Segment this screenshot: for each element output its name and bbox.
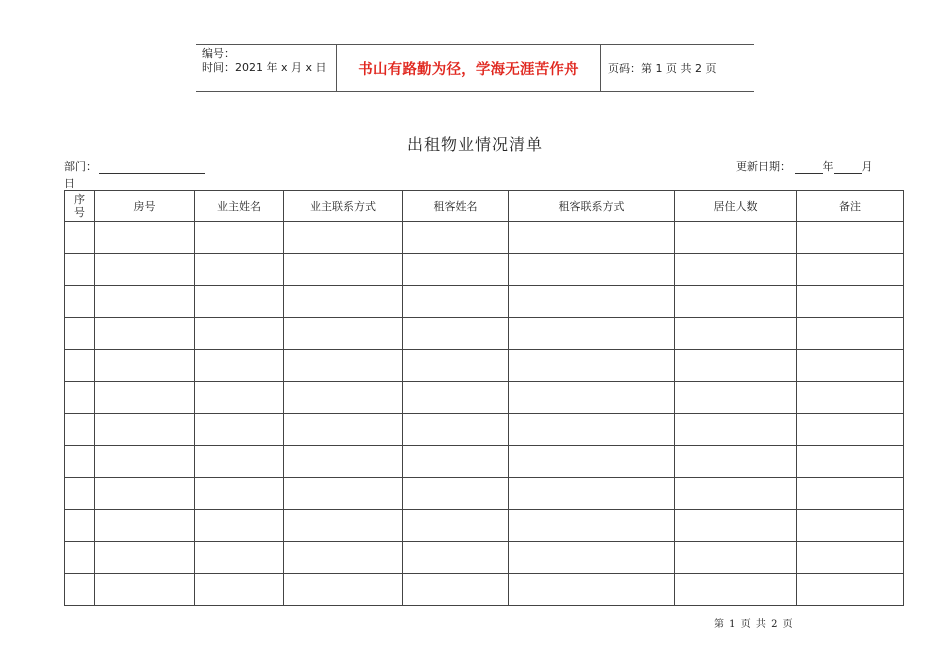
col-header-tenant-name: 租客姓名 — [403, 191, 509, 222]
table-cell[interactable] — [403, 350, 509, 382]
table-cell[interactable] — [797, 510, 904, 542]
table-cell[interactable] — [195, 254, 284, 286]
year-char: 年 — [822, 160, 834, 173]
table-cell[interactable] — [284, 414, 403, 446]
table-cell[interactable] — [509, 254, 675, 286]
table-cell[interactable] — [509, 510, 675, 542]
table-header-row — [65, 191, 904, 222]
table-cell[interactable] — [509, 350, 675, 382]
table-cell[interactable] — [195, 414, 284, 446]
table-cell[interactable] — [195, 318, 284, 350]
table-cell[interactable] — [65, 542, 95, 574]
table-cell[interactable] — [797, 478, 904, 510]
table-cell[interactable] — [195, 478, 284, 510]
table-body — [65, 222, 904, 606]
page-footer: 第 1 页 共 2 页 — [714, 619, 793, 630]
table-cell[interactable] — [95, 318, 195, 350]
table-cell[interactable] — [95, 414, 195, 446]
table-cell[interactable] — [95, 574, 195, 606]
table-row — [65, 446, 904, 478]
table-row — [65, 318, 904, 350]
table-cell[interactable] — [509, 478, 675, 510]
table-cell[interactable] — [195, 510, 284, 542]
table-cell[interactable] — [95, 446, 195, 478]
table-row — [65, 286, 904, 318]
month-blank[interactable] — [834, 162, 862, 174]
table-cell[interactable] — [284, 382, 403, 414]
header-meta — [196, 45, 337, 91]
page-header — [196, 44, 754, 92]
table-cell[interactable] — [284, 446, 403, 478]
table-cell[interactable] — [284, 222, 403, 254]
update-date-label: 更新日期： — [736, 160, 791, 173]
table-cell[interactable] — [195, 222, 284, 254]
table-cell[interactable] — [675, 574, 797, 606]
table-cell[interactable] — [509, 286, 675, 318]
table-cell[interactable] — [675, 254, 797, 286]
table-cell[interactable] — [403, 254, 509, 286]
table-cell[interactable] — [403, 286, 509, 318]
col-header-seq-label: 序号 — [74, 193, 85, 219]
table-cell[interactable] — [675, 350, 797, 382]
table-cell[interactable] — [195, 574, 284, 606]
table-cell[interactable] — [797, 414, 904, 446]
table-cell[interactable] — [195, 382, 284, 414]
table-cell[interactable] — [403, 414, 509, 446]
table-row — [65, 382, 904, 414]
day-char: 日 — [64, 177, 75, 190]
table-cell[interactable] — [403, 382, 509, 414]
table-cell[interactable] — [95, 510, 195, 542]
table-cell[interactable] — [509, 382, 675, 414]
table-cell[interactable] — [509, 318, 675, 350]
header-motto: 书山有路勤为径，学海无涯苦作舟 — [337, 45, 601, 91]
col-header-owner-name: 业主姓名 — [195, 191, 284, 222]
time-label: 时间：2021 年 x 月 x 日 — [202, 61, 327, 74]
table-cell[interactable] — [284, 510, 403, 542]
table-cell[interactable] — [797, 350, 904, 382]
table-cell[interactable] — [509, 574, 675, 606]
table-cell[interactable] — [675, 222, 797, 254]
table-cell[interactable] — [675, 414, 797, 446]
header-page-code: 页码：第 1 页 共 2 页 — [608, 62, 717, 75]
col-header-owner-contact: 业主联系方式 — [284, 191, 403, 222]
table-cell[interactable] — [284, 254, 403, 286]
table-cell[interactable] — [509, 446, 675, 478]
table-cell[interactable] — [195, 542, 284, 574]
table-cell[interactable] — [675, 446, 797, 478]
document-title: 出租物业情况清单 — [406, 135, 543, 154]
table-row — [65, 574, 904, 606]
table-cell[interactable] — [403, 478, 509, 510]
table-cell[interactable] — [195, 350, 284, 382]
table-cell[interactable] — [797, 222, 904, 254]
department-field — [64, 158, 205, 174]
col-header-remarks: 备注 — [797, 191, 904, 222]
table-cell[interactable] — [65, 574, 95, 606]
table-cell[interactable] — [675, 510, 797, 542]
table-row — [65, 510, 904, 542]
table-cell[interactable] — [65, 350, 95, 382]
table-cell[interactable] — [65, 382, 95, 414]
table-cell[interactable] — [95, 222, 195, 254]
table-cell[interactable] — [675, 318, 797, 350]
table-cell[interactable] — [675, 382, 797, 414]
table-cell[interactable] — [95, 286, 195, 318]
table-cell[interactable] — [403, 574, 509, 606]
table-cell[interactable] — [284, 350, 403, 382]
year-blank[interactable] — [795, 162, 823, 174]
table-row — [65, 478, 904, 510]
table-cell[interactable] — [95, 350, 195, 382]
table-cell[interactable] — [797, 318, 904, 350]
table-cell[interactable] — [675, 478, 797, 510]
month-char: 月 — [861, 160, 873, 173]
serial-label: 编号： — [202, 47, 235, 60]
table-cell[interactable] — [65, 254, 95, 286]
table-row — [65, 350, 904, 382]
table-cell[interactable] — [284, 286, 403, 318]
table-cell[interactable] — [509, 542, 675, 574]
table-cell[interactable] — [95, 478, 195, 510]
table-cell[interactable] — [403, 510, 509, 542]
table-cell[interactable] — [65, 222, 95, 254]
department-blank[interactable] — [99, 162, 205, 174]
property-table — [64, 190, 904, 606]
table-cell[interactable] — [284, 574, 403, 606]
col-header-tenant-contact: 租客联系方式 — [509, 191, 675, 222]
table-cell[interactable] — [675, 542, 797, 574]
table-cell[interactable] — [403, 222, 509, 254]
table-cell[interactable] — [403, 446, 509, 478]
table-cell[interactable] — [95, 382, 195, 414]
table-cell[interactable] — [797, 542, 904, 574]
department-label: 部门： — [64, 160, 97, 173]
col-header-seq — [65, 191, 95, 222]
table-cell[interactable] — [797, 446, 904, 478]
table-cell[interactable] — [65, 318, 95, 350]
table-cell[interactable] — [195, 286, 284, 318]
table-cell[interactable] — [95, 542, 195, 574]
table-cell[interactable] — [65, 286, 95, 318]
table-cell[interactable] — [65, 446, 95, 478]
table-cell[interactable] — [284, 542, 403, 574]
table-cell[interactable] — [797, 254, 904, 286]
table-cell[interactable] — [65, 414, 95, 446]
table-row — [65, 414, 904, 446]
table-row — [65, 254, 904, 286]
table-cell[interactable] — [403, 318, 509, 350]
table-cell[interactable] — [675, 286, 797, 318]
table-cell[interactable] — [509, 222, 675, 254]
update-date-field — [736, 158, 873, 174]
table-cell[interactable] — [95, 254, 195, 286]
table-cell[interactable] — [284, 478, 403, 510]
table-cell[interactable] — [284, 318, 403, 350]
table-cell[interactable] — [403, 542, 509, 574]
table-cell[interactable] — [797, 574, 904, 606]
col-header-occupants: 居住人数 — [675, 191, 797, 222]
table-row — [65, 542, 904, 574]
table-cell[interactable] — [797, 382, 904, 414]
table-cell[interactable] — [65, 510, 95, 542]
table-cell[interactable] — [797, 286, 904, 318]
table-cell[interactable] — [65, 478, 95, 510]
table-cell[interactable] — [195, 446, 284, 478]
col-header-room: 房号 — [95, 191, 195, 222]
table-cell[interactable] — [509, 414, 675, 446]
table-row — [65, 222, 904, 254]
